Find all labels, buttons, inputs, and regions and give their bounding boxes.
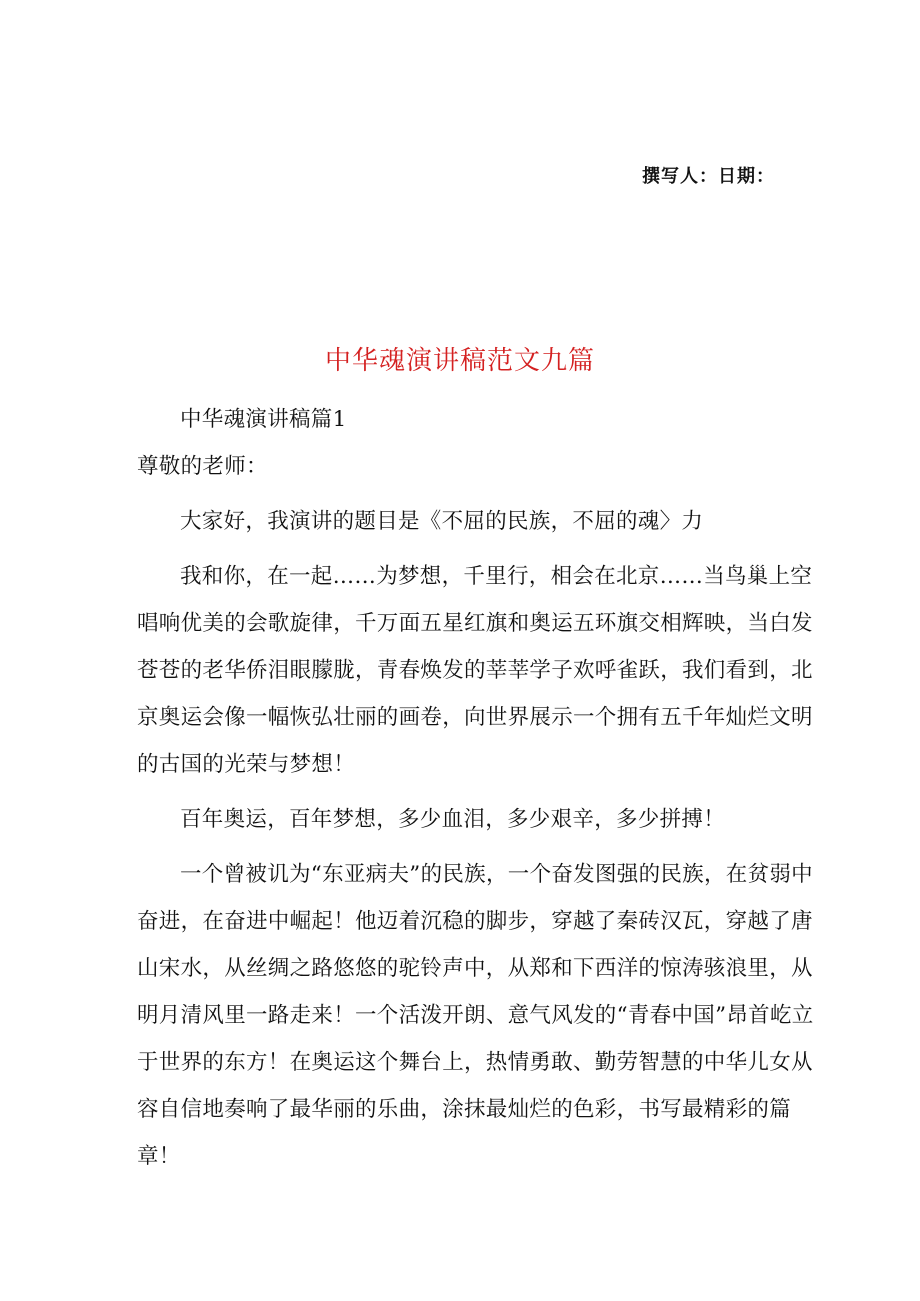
document-title: 中华魂演讲稿范文九篇 — [324, 346, 595, 376]
document-body — [137, 396, 817, 1180]
paragraph-3: 百年奥运，百年梦想，多少血泪，多少艰辛，多少拼搏！ — [180, 807, 726, 832]
paragraph-1: 大家好，我演讲的题目是《不屈的民族，不屈的魂〉力 — [180, 509, 704, 534]
paragraph-4: 一个曾被讥为“东亚病夫”的民族，一个奋发图强的民族，在贫弱中奋进，在奋进中崛起！他迈着沉稳的脚步，穿越了秦砖汉瓦，穿越了唐山宋水，从丝绸之路悠悠的驼铃声中，从郑和下西洋的惊涛骇浪里，从明月清风里一路走来！一个活泼开朗、意气风发的“青春中国”昂首屹立于世界的东方！在奥运这个舞台上，热情勇敢、勤劳智慧的中华儿女从容自信地奏响了最华丽的乐曲，涂抹最灿烂的色彩，书写最精彩的篇章！ — [137, 862, 814, 1169]
salutation: 尊敬的老师： — [137, 454, 268, 479]
author-date-line: 撰写人：日期： — [642, 166, 775, 187]
section-heading: 中华魂演讲稿篇1 — [180, 407, 347, 432]
paragraph-2: 我和你，在一起……为梦想，千里行，相会在北京……当鸟巢上空唱响优美的会歌旋律，千万面五星红旗和奥运五环旗交相辉映，当白发苍苍的老华侨泪眼朦胧，青春焕发的莘莘学子欢呼雀跃，我们看到，北京奥运会像一幅恢弘壮丽的画卷，向世界展示一个拥有五千年灿烂文明的古国的光荣与梦想！ — [137, 564, 813, 777]
